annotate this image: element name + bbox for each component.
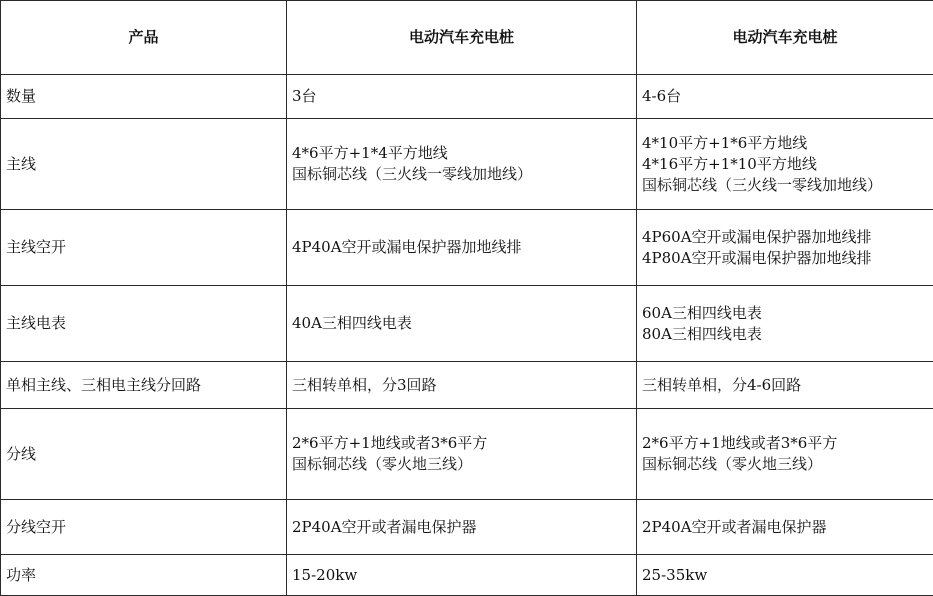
row-power [1, 555, 933, 596]
cell-a: 40A三相四线电表 [287, 286, 637, 362]
row-main-meter [1, 286, 933, 362]
row-label: 分线 [1, 409, 287, 500]
cell-b: 60A三相四线电表 80A三相四线电表 [637, 286, 933, 362]
cell-b: 2*6平方+1地线或者3*6平方 国标铜芯线（零火地三线） [637, 409, 933, 500]
table-header-row [1, 1, 933, 75]
row-label: 分线空开 [1, 500, 287, 555]
header-charger-a: 电动汽车充电桩 [287, 1, 637, 75]
row-label: 数量 [1, 75, 287, 119]
row-branch-line [1, 409, 933, 500]
row-quantity [1, 75, 933, 119]
row-main-breaker [1, 210, 933, 286]
header-product: 产品 [1, 1, 287, 75]
row-main-line [1, 119, 933, 210]
cell-a: 4P40A空开或漏电保护器加地线排 [287, 210, 637, 286]
row-label: 主线 [1, 119, 287, 210]
cell-b: 25-35kw [637, 555, 933, 596]
row-label: 功率 [1, 555, 287, 596]
cell-a: 三相转单相，分3回路 [287, 362, 637, 409]
row-label: 单相主线、三相电主线分回路 [1, 362, 287, 409]
cell-a: 4*6平方+1*4平方地线 国标铜芯线（三火线一零线加地线） [287, 119, 637, 210]
cell-b: 4*10平方+1*6平方地线 4*16平方+1*10平方地线 国标铜芯线（三火线一零线加地线） [637, 119, 933, 210]
cell-a: 15-20kw [287, 555, 637, 596]
row-label: 主线电表 [1, 286, 287, 362]
row-circuit-split [1, 362, 933, 409]
cell-b: 4-6台 [637, 75, 933, 119]
row-label: 主线空开 [1, 210, 287, 286]
cell-a: 2P40A空开或者漏电保护器 [287, 500, 637, 555]
row-branch-breaker [1, 500, 933, 555]
header-charger-b: 电动汽车充电桩 [637, 1, 933, 75]
cell-b: 三相转单相，分4-6回路 [637, 362, 933, 409]
cell-a: 3台 [287, 75, 637, 119]
cell-b: 4P60A空开或漏电保护器加地线排 4P80A空开或漏电保护器加地线排 [637, 210, 933, 286]
cell-a: 2*6平方+1地线或者3*6平方 国标铜芯线（零火地三线） [287, 409, 637, 500]
cell-b: 2P40A空开或者漏电保护器 [637, 500, 933, 555]
